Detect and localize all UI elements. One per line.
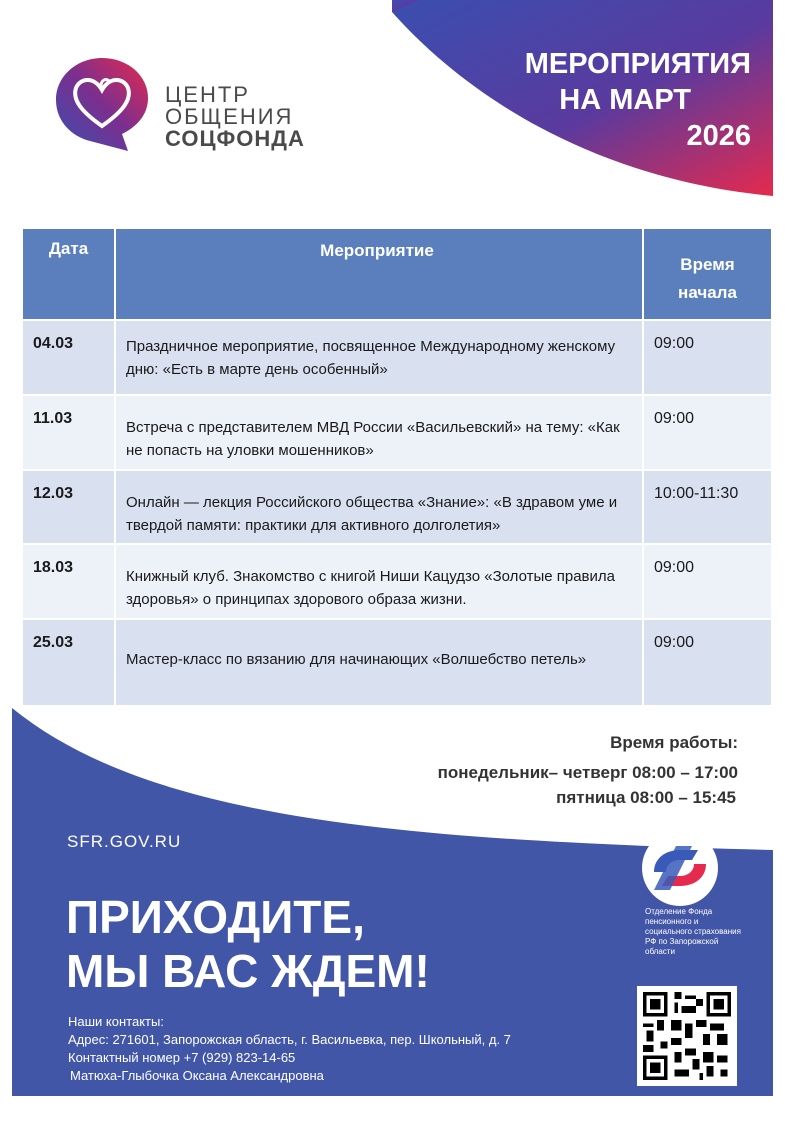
row-event-text: Книжный клуб. Знакомство с книгой Ниши Кацудзо «Золотые правила здоровья» о принципах здорового образа жизни. xyxy=(126,568,615,608)
page-title xyxy=(525,46,751,154)
heart-speech-bubble-icon xyxy=(52,54,152,154)
contacts-person: Матюха-Глыбочка Оксана Александровна xyxy=(70,1068,324,1083)
header-date: Дата xyxy=(23,229,115,320)
row-event-text: Мастер-класс по вязанию для начинающих «Волшебство петель» xyxy=(126,651,587,668)
sfr-org-name: Отделение Фонда пенсионного и социального страхования РФ по Запорожской области xyxy=(645,907,741,956)
sfr-emblem-icon xyxy=(640,828,720,908)
slogan xyxy=(66,890,430,998)
row-event xyxy=(115,395,643,470)
row-event-text: Встреча с представителем МВД России «Васильевский» на тему: «Как не попасть на уловки мошенников» xyxy=(126,419,620,459)
table-header-row xyxy=(23,229,771,320)
table-row xyxy=(23,320,771,395)
contacts-address: Адрес: 271601, Запорожская область, г. Васильевка, пер. Школьный, д. 7 xyxy=(68,1032,511,1047)
slogan-line-2: МЫ ВАС ЖДЕМ! xyxy=(66,945,430,997)
logo-line-2: ОБЩЕНИЯ xyxy=(165,104,294,129)
logo-line-1: ЦЕНТР xyxy=(165,82,250,107)
contacts xyxy=(68,1013,511,1085)
table-row xyxy=(23,619,771,705)
row-time: 09:00 xyxy=(643,544,771,619)
header-event: Мероприятие xyxy=(115,229,643,320)
logo-line-3: СОЦФОНДА xyxy=(165,126,305,151)
working-hours xyxy=(438,730,738,810)
row-date: 25.03 xyxy=(23,619,115,705)
row-date: 18.03 xyxy=(23,544,115,619)
hours-friday: пятница 08:00 – 15:45 xyxy=(556,788,736,807)
row-time: 10:00-11:30 xyxy=(643,470,771,544)
title-line-1: МЕРОПРИЯТИЯ xyxy=(524,48,751,80)
title-line-3: 2026 xyxy=(686,120,751,152)
contacts-phone: Контактный номер +7 (929) 823-14-65 xyxy=(68,1050,296,1065)
title-line-2: НА МАРТ xyxy=(559,84,691,116)
hours-title: Время работы: xyxy=(610,733,738,752)
header-time-label: Время начала xyxy=(678,255,737,302)
header-time xyxy=(643,229,771,320)
contacts-title: Наши контакты: xyxy=(68,1014,164,1029)
row-event xyxy=(115,320,643,395)
website-link[interactable]: SFR.GOV.RU xyxy=(67,832,182,851)
row-date: 04.03 xyxy=(23,320,115,395)
slogan-line-1: ПРИХОДИТЕ, xyxy=(66,891,365,943)
row-time: 09:00 xyxy=(643,395,771,470)
hours-weekdays: понедельник– четверг 08:00 – 17:00 xyxy=(437,763,738,782)
qr-code-graphic xyxy=(643,992,731,1080)
qr-code-icon[interactable] xyxy=(637,986,737,1086)
row-date: 11.03 xyxy=(23,395,115,470)
row-time: 09:00 xyxy=(643,320,771,395)
logo-text xyxy=(165,84,305,150)
row-event xyxy=(115,544,643,619)
row-event xyxy=(115,470,643,544)
row-event-text: Праздничное мероприятие, посвященное Международному женскому дню: «Есть в марте день особенный» xyxy=(126,338,616,378)
row-time: 09:00 xyxy=(643,619,771,705)
row-event-text: Онлайн — лекция Российского общества «Знание»: «В здравом уме и твердой памяти: практики для активного долголетия» xyxy=(126,494,618,534)
table-row xyxy=(23,470,771,544)
events-table xyxy=(23,229,771,705)
row-date: 12.03 xyxy=(23,470,115,544)
table-row xyxy=(23,544,771,619)
table-row xyxy=(23,395,771,470)
row-event xyxy=(115,619,643,705)
